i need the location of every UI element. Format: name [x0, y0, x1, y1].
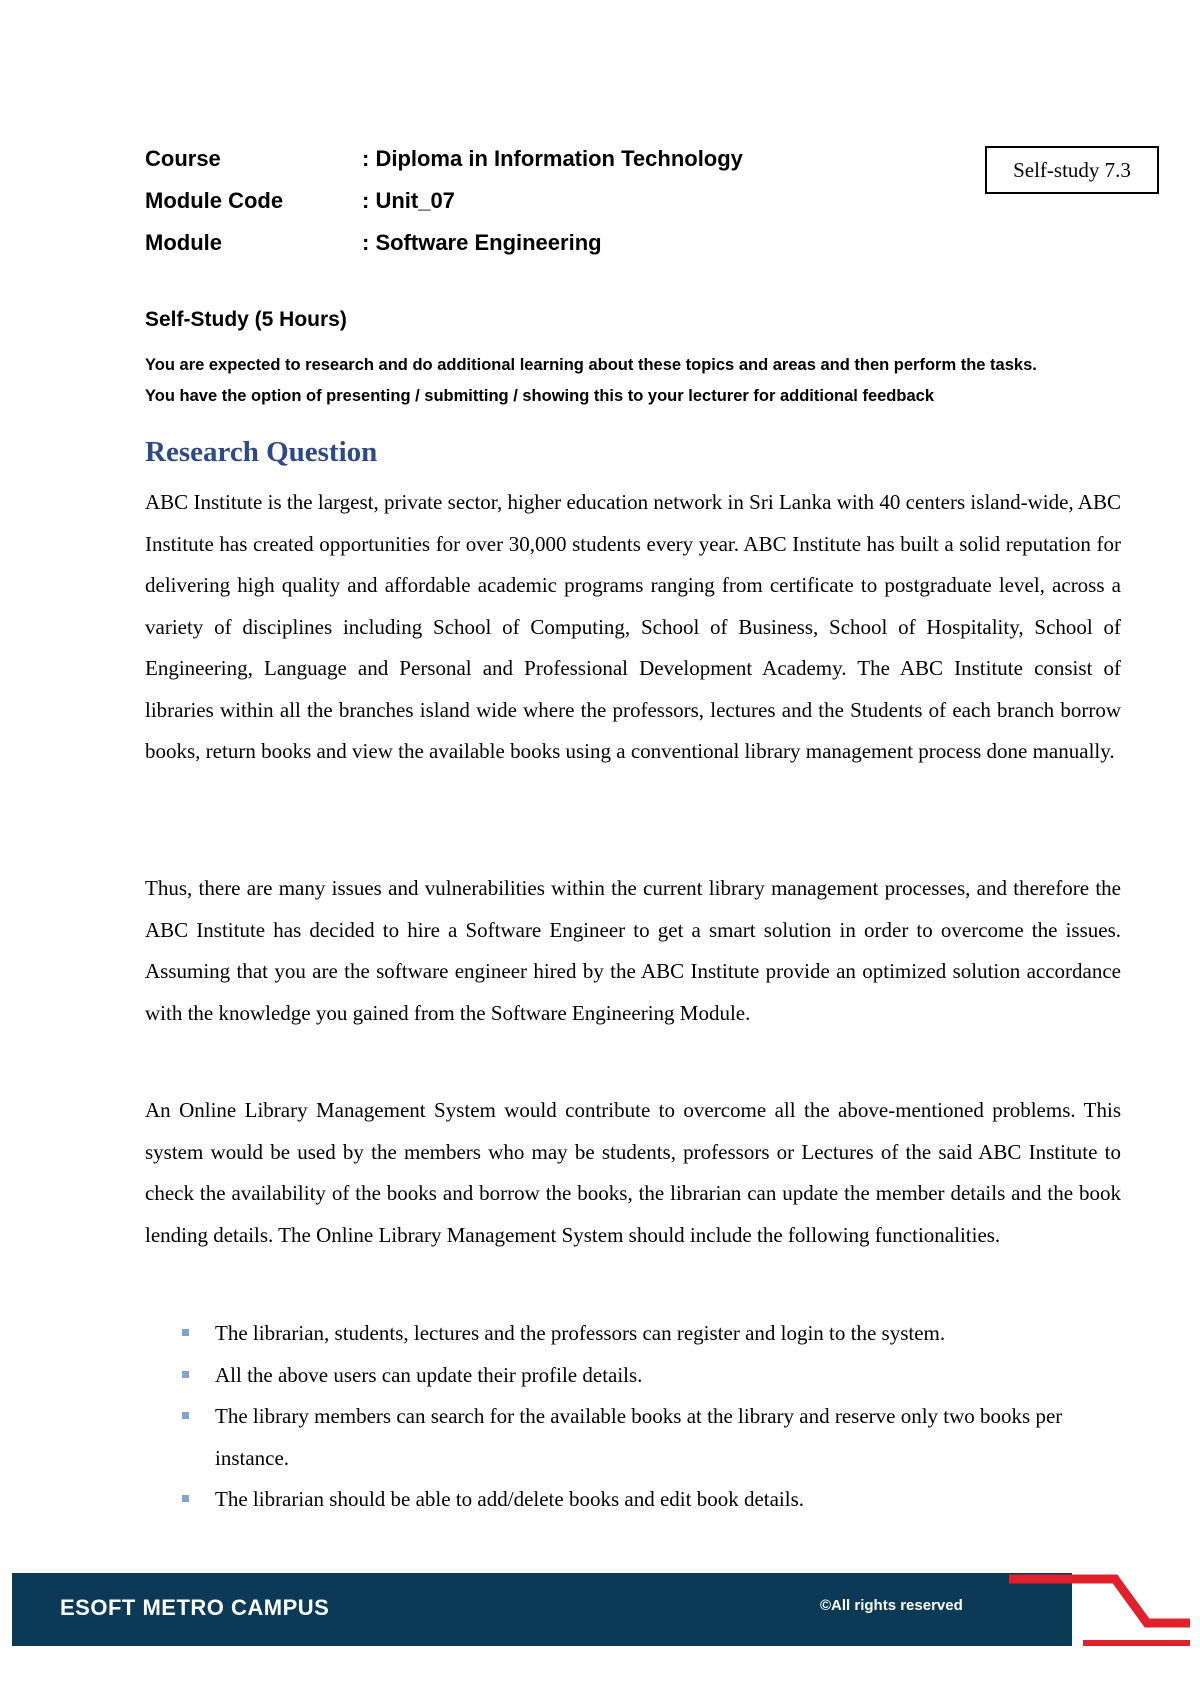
course-info-table	[145, 138, 743, 264]
list-item-text: The librarian should be able to add/delete books and edit book details.	[215, 1487, 805, 1511]
research-paragraph-3: An Online Library Management System would contribute to overcome all the above-mentioned problems. This system would be used by the members who may be students, professors or Lectures of the said ABC Institute to check the availability of the books and borrow the books, the librarian can update the member details and the book lending details. The Online Library Management System should include the following functionalities.	[145, 1098, 1121, 1247]
research-paragraph-1: ABC Institute is the largest, private sector, higher education network in Sri Lanka with 40 centers island-wide, ABC Institute has created opportunities for over 30,000 students every year. ABC Institute has built a solid reputation for delivering high quality and affordable academic programs ranging from certificate to postgraduate level, across a variety of disciplines including School of Computing, School of Business, School of Hospitality, School of Engineering, Language and Personal and Professional Development Academy. The ABC Institute consist of libraries within all the branches island wide where the professors, lectures and the Students of each branch borrow books, return books and view the available books using a conventional library management process done manually.	[145, 490, 1121, 763]
list-item-text: The librarian, students, lectures and the professors can register and login to the system.	[215, 1321, 946, 1345]
research-question-heading: Research Question	[145, 436, 378, 468]
course-value: : Diploma in Information Technology	[362, 146, 743, 171]
functionality-list	[145, 1313, 1121, 1521]
page-footer	[12, 1573, 1190, 1646]
esoft-logo-icon	[997, 1573, 1190, 1646]
footer-brand: ESOFT METRO CAMPUS	[60, 1595, 330, 1620]
course-label: Course	[145, 146, 221, 171]
list-item	[145, 1355, 1121, 1397]
module-code-value: : Unit_07	[362, 188, 455, 213]
module-row	[145, 222, 743, 264]
square-bullet-icon	[182, 1412, 189, 1419]
module-label: Module	[145, 230, 222, 255]
module-value: : Software Engineering	[362, 230, 602, 255]
square-bullet-icon	[182, 1495, 189, 1502]
list-item	[145, 1396, 1121, 1479]
module-code-row	[145, 180, 743, 222]
list-item	[145, 1479, 1121, 1521]
footer-rights: ©All rights reserved	[820, 1597, 963, 1614]
instruction-line-1: You are expected to research and do additional learning about these topics and areas and then perform the tasks.	[145, 356, 1037, 374]
self-study-instructions	[145, 350, 1125, 412]
square-bullet-icon	[182, 1329, 189, 1336]
self-study-tag: Self-study 7.3	[985, 146, 1159, 194]
research-paragraph-2: Thus, there are many issues and vulnerabilities within the current library management processes, and therefore the ABC Institute has decided to hire a Software Engineer to get a smart solution in order to overcome the issues. Assuming that you are the software engineer hired by the ABC Institute provide an optimized solution accordance with the knowledge you gained from the Software Engineering Module.	[145, 876, 1121, 1025]
list-item-text: All the above users can update their profile details.	[215, 1362, 643, 1387]
instruction-line-2: You have the option of presenting / submitting / showing this to your lecturer for additional feedback	[145, 387, 934, 405]
list-item-text: The library members can search for the available books at the library and reserve only two books per instance.	[215, 1404, 1063, 1470]
course-row	[145, 138, 743, 180]
square-bullet-icon	[182, 1371, 189, 1378]
self-study-title: Self-Study (5 Hours)	[145, 308, 347, 331]
module-code-label: Module Code	[145, 188, 284, 213]
list-item	[145, 1313, 1121, 1355]
